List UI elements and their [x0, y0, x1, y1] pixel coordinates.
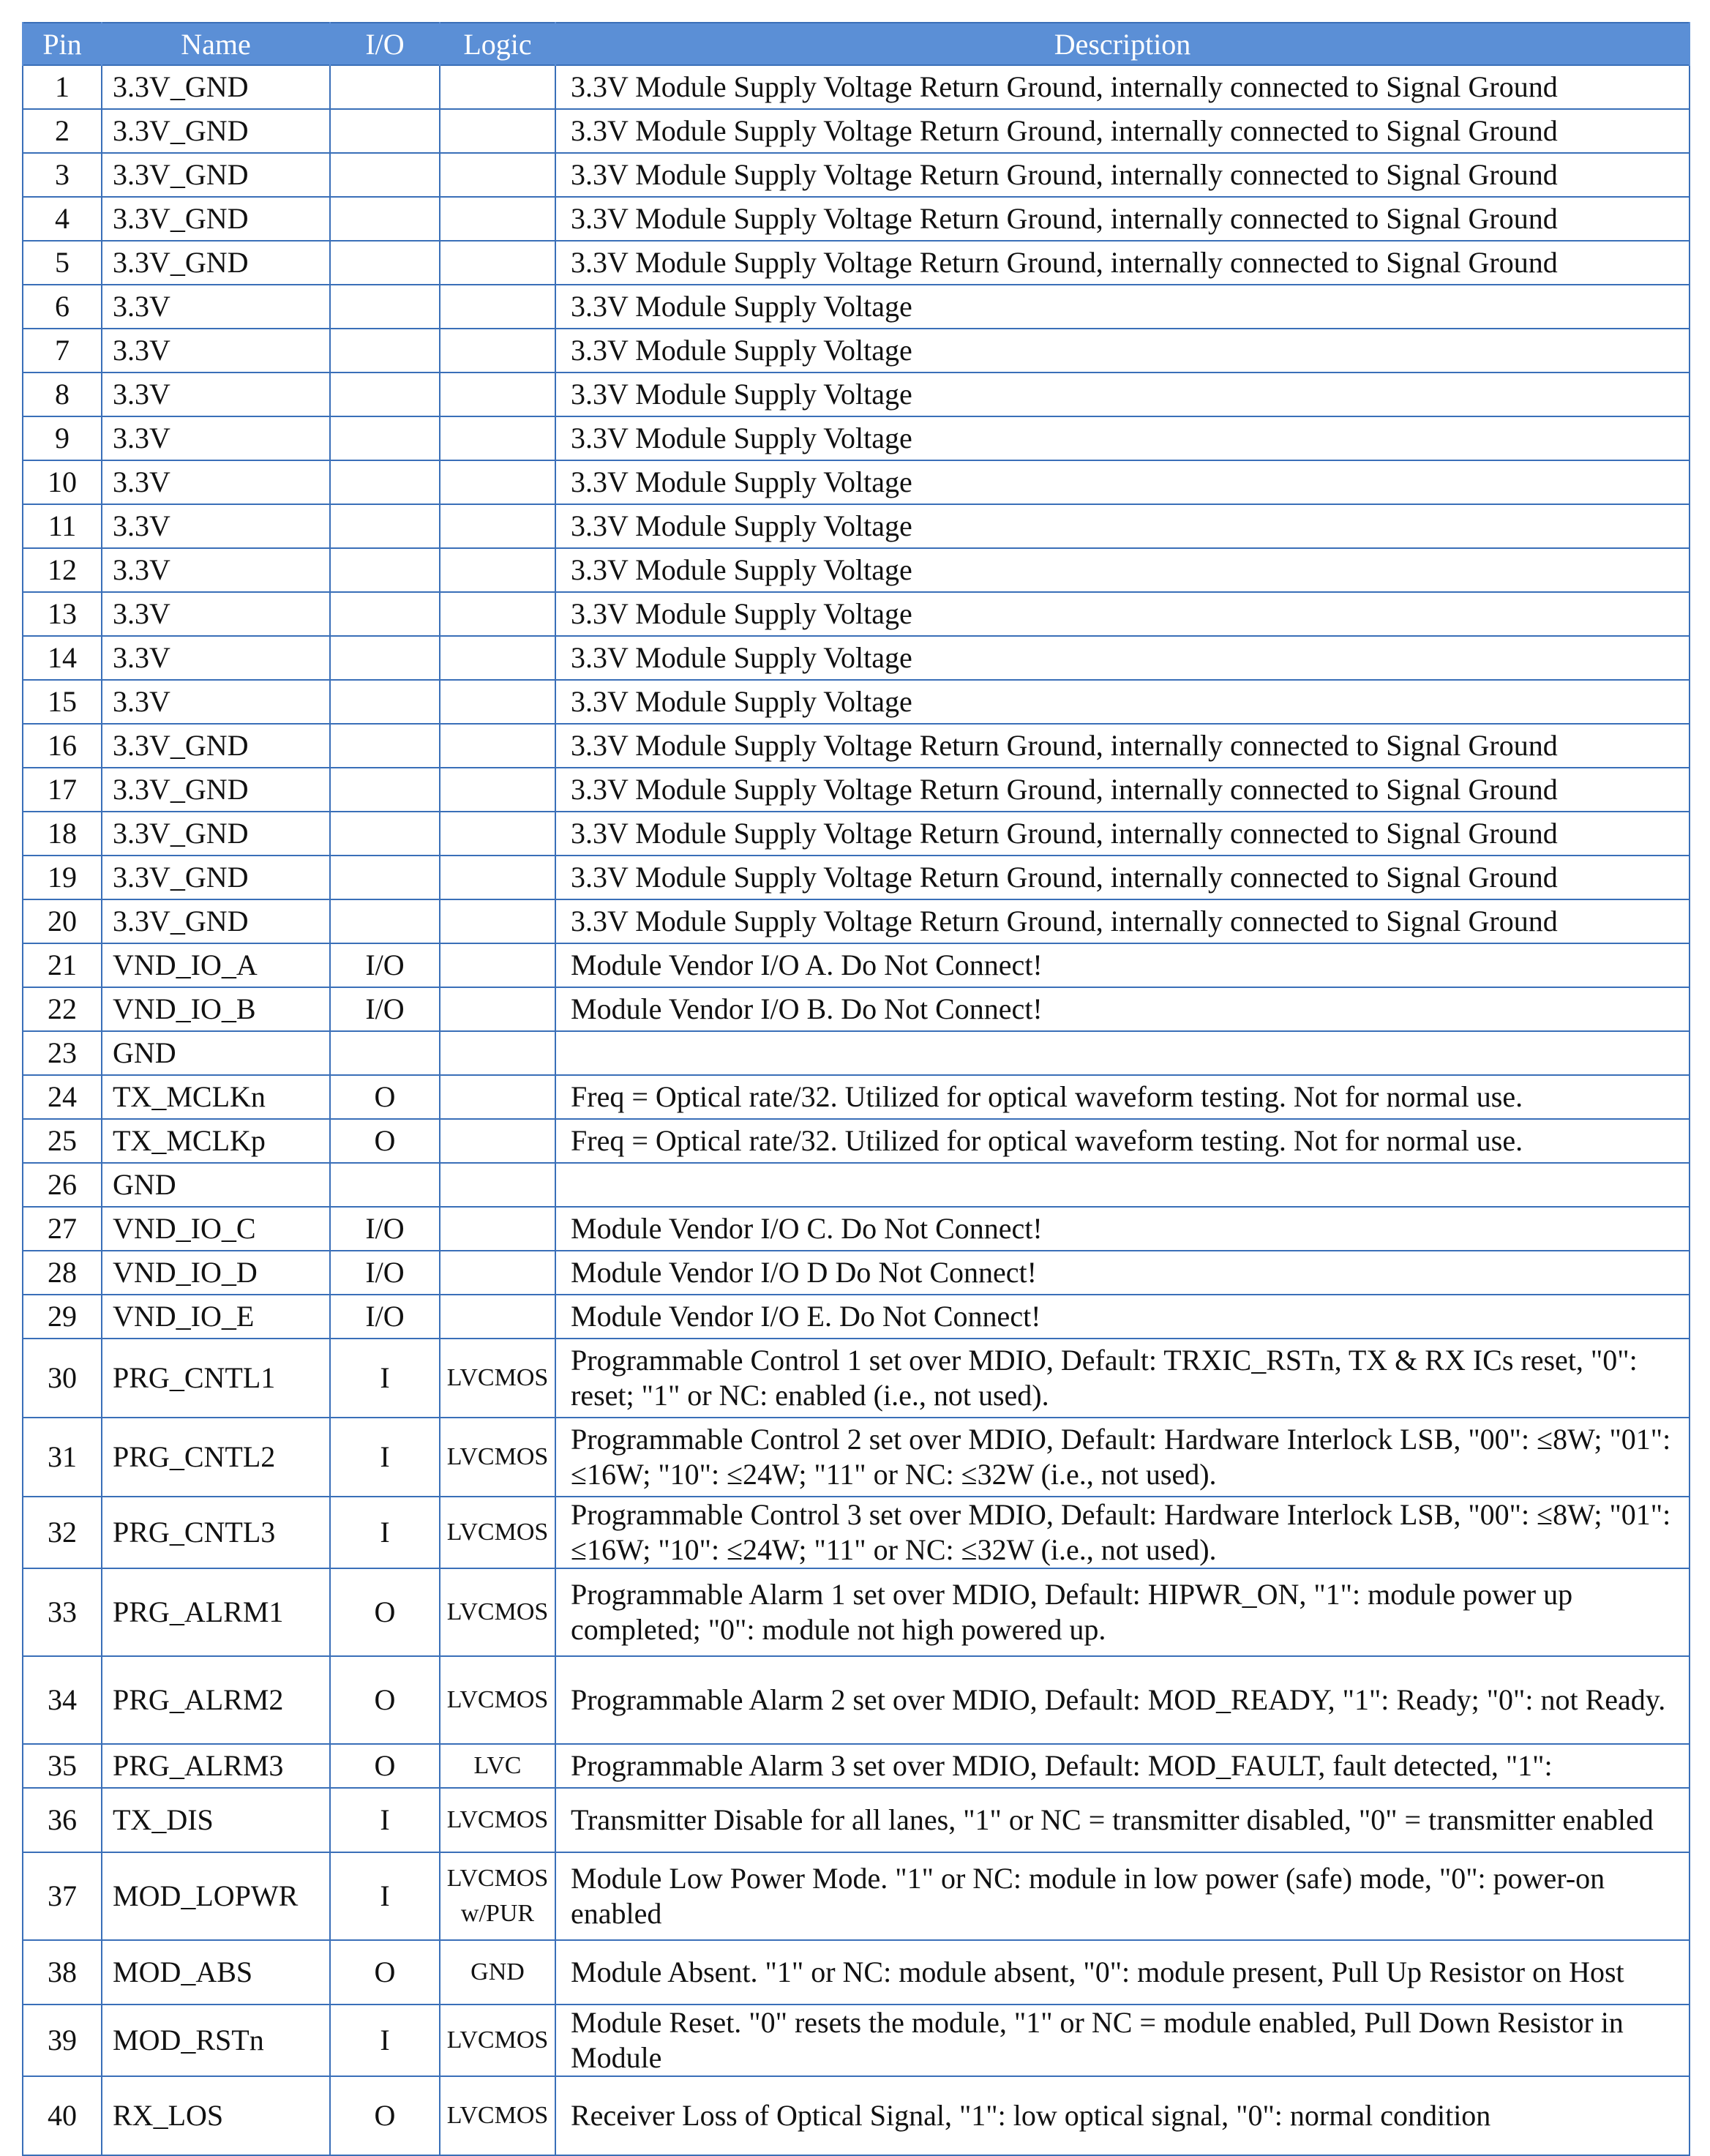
description-cell: 3.3V Module Supply Voltage [555, 680, 1690, 724]
name-cell: 3.3V_GND [102, 153, 330, 197]
table-row [23, 680, 1690, 724]
name-cell: 3.3V [102, 285, 330, 329]
name-cell: 3.3V_GND [102, 197, 330, 241]
table-row [23, 987, 1690, 1031]
pin-cell: 30 [23, 1339, 102, 1418]
io-cell [330, 1031, 440, 1075]
logic-cell: LVCMOS [440, 1497, 555, 1568]
name-cell: GND [102, 1031, 330, 1075]
description-cell: 3.3V Module Supply Voltage [555, 504, 1690, 548]
description-cell: 3.3V Module Supply Voltage Return Ground, internally connected to Signal Ground [555, 241, 1690, 285]
logic-cell [440, 1295, 555, 1339]
pin-cell: 4 [23, 197, 102, 241]
description-cell: Module Vendor I/O C. Do Not Connect! [555, 1207, 1690, 1251]
table-row [23, 1207, 1690, 1251]
pin-cell: 25 [23, 1119, 102, 1163]
pin-cell: 19 [23, 856, 102, 899]
description-cell: 3.3V Module Supply Voltage Return Ground, internally connected to Signal Ground [555, 768, 1690, 812]
logic-cell [440, 1119, 555, 1163]
logic-cell [440, 987, 555, 1031]
name-cell: TX_DIS [102, 1788, 330, 1852]
pin-cell: 8 [23, 373, 102, 416]
name-cell: GND [102, 1163, 330, 1207]
pin-cell: 28 [23, 1251, 102, 1295]
table-row [23, 768, 1690, 812]
table-row [23, 460, 1690, 504]
name-cell: 3.3V_GND [102, 109, 330, 153]
logic-cell [440, 548, 555, 592]
logic-cell [440, 153, 555, 197]
pin-cell: 23 [23, 1031, 102, 1075]
table-row [23, 373, 1690, 416]
table-row [23, 1656, 1690, 1744]
io-cell [330, 109, 440, 153]
description-cell: 3.3V Module Supply Voltage Return Ground, internally connected to Signal Ground [555, 65, 1690, 109]
description-cell: Freq = Optical rate/32. Utilized for optical waveform testing. Not for normal use. [555, 1075, 1690, 1119]
io-cell: I [330, 1852, 440, 1940]
name-cell: 3.3V [102, 373, 330, 416]
logic-cell [440, 899, 555, 943]
logic-cell [440, 1031, 555, 1075]
table-row [23, 197, 1690, 241]
logic-cell: LVCMOS [440, 2076, 555, 2155]
description-cell: 3.3V Module Supply Voltage [555, 416, 1690, 460]
table-row [23, 856, 1690, 899]
io-cell: O [330, 2076, 440, 2155]
table-row [23, 592, 1690, 636]
io-cell: I/O [330, 1295, 440, 1339]
name-cell: 3.3V [102, 329, 330, 373]
name-cell: 3.3V_GND [102, 899, 330, 943]
logic-cell [440, 65, 555, 109]
io-cell [330, 329, 440, 373]
logic-cell [440, 1075, 555, 1119]
description-cell: 3.3V Module Supply Voltage [555, 373, 1690, 416]
logic-cell [440, 856, 555, 899]
table-row [23, 65, 1690, 109]
name-cell: 3.3V [102, 548, 330, 592]
pin-cell: 38 [23, 1940, 102, 2005]
io-cell: I [330, 1418, 440, 1497]
io-cell [330, 899, 440, 943]
description-cell: Module Vendor I/O A. Do Not Connect! [555, 943, 1690, 987]
pin-table [22, 22, 1690, 2156]
logic-cell: LVCMOS [440, 1568, 555, 1656]
logic-cell [440, 812, 555, 856]
pin-cell: 13 [23, 592, 102, 636]
description-cell: Programmable Control 3 set over MDIO, Default: Hardware Interlock LSB, "00": ≤8W; "01": ≤16W; "10": ≤24W; "11" or NC: ≤32W (i.e., not used). [555, 1497, 1690, 1568]
io-cell: I/O [330, 1251, 440, 1295]
io-cell [330, 1163, 440, 1207]
logic-cell [440, 724, 555, 768]
io-cell [330, 241, 440, 285]
io-cell: I/O [330, 987, 440, 1031]
pin-cell: 6 [23, 285, 102, 329]
description-cell: 3.3V Module Supply Voltage Return Ground, internally connected to Signal Ground [555, 812, 1690, 856]
pin-cell: 11 [23, 504, 102, 548]
logic-cell [440, 197, 555, 241]
logic-cell: LVC [440, 1744, 555, 1788]
table-row [23, 1075, 1690, 1119]
table-row [23, 416, 1690, 460]
name-cell: RX_LOS [102, 2076, 330, 2155]
io-cell: O [330, 1940, 440, 2005]
io-cell: I [330, 1788, 440, 1852]
io-cell [330, 856, 440, 899]
table-row [23, 504, 1690, 548]
logic-cell: LVCMOS [440, 1339, 555, 1418]
pin-cell: 34 [23, 1656, 102, 1744]
io-cell [330, 504, 440, 548]
logic-cell [440, 329, 555, 373]
io-cell [330, 460, 440, 504]
table-row [23, 1163, 1690, 1207]
name-cell: 3.3V_GND [102, 724, 330, 768]
pin-cell: 7 [23, 329, 102, 373]
name-cell: PRG_ALRM3 [102, 1744, 330, 1788]
pin-cell: 10 [23, 460, 102, 504]
io-cell [330, 636, 440, 680]
logic-cell [440, 416, 555, 460]
io-cell [330, 724, 440, 768]
table-row [23, 1339, 1690, 1418]
description-cell: 3.3V Module Supply Voltage [555, 636, 1690, 680]
description-cell: 3.3V Module Supply Voltage Return Ground, internally connected to Signal Ground [555, 856, 1690, 899]
pin-cell: 3 [23, 153, 102, 197]
table-row [23, 1418, 1690, 1497]
table-row [23, 2005, 1690, 2076]
pin-cell: 12 [23, 548, 102, 592]
description-cell: 3.3V Module Supply Voltage Return Ground, internally connected to Signal Ground [555, 899, 1690, 943]
io-cell: I [330, 2005, 440, 2076]
name-cell: TX_MCLKp [102, 1119, 330, 1163]
table-row [23, 2076, 1690, 2155]
table-row [23, 1119, 1690, 1163]
name-cell: 3.3V_GND [102, 812, 330, 856]
description-cell: Programmable Alarm 1 set over MDIO, Default: HIPWR_ON, "1": module power up completed; "0": module not high powered up. [555, 1568, 1690, 1656]
pin-cell: 15 [23, 680, 102, 724]
logic-cell [440, 768, 555, 812]
name-cell: MOD_LOPWR [102, 1852, 330, 1940]
description-cell: Module Absent. "1" or NC: module absent, "0": module present, Pull Up Resistor on Host [555, 1940, 1690, 2005]
description-cell: 3.3V Module Supply Voltage Return Ground, internally connected to Signal Ground [555, 109, 1690, 153]
table-row [23, 1568, 1690, 1656]
description-cell: Module Vendor I/O E. Do Not Connect! [555, 1295, 1690, 1339]
pin-cell: 18 [23, 812, 102, 856]
io-cell: O [330, 1744, 440, 1788]
name-cell: 3.3V [102, 460, 330, 504]
io-cell [330, 592, 440, 636]
logic-cell: LVCMOS [440, 2005, 555, 2076]
pin-cell: 39 [23, 2005, 102, 2076]
table-body [23, 65, 1690, 2155]
logic-cell [440, 1163, 555, 1207]
table-row [23, 636, 1690, 680]
io-cell [330, 65, 440, 109]
logic-cell [440, 460, 555, 504]
table-row [23, 1852, 1690, 1940]
logic-cell: LVCMOS [440, 1788, 555, 1852]
io-cell: I [330, 1339, 440, 1418]
name-cell: MOD_ABS [102, 1940, 330, 2005]
description-cell: Programmable Control 1 set over MDIO, Default: TRXIC_RSTn, TX & RX ICs reset, "0": reset; "1" or NC: enabled (i.e., not used). [555, 1339, 1690, 1418]
description-cell: Module Reset. "0" resets the module, "1" or NC = module enabled, Pull Down Resistor in Module [555, 2005, 1690, 2076]
io-cell: O [330, 1568, 440, 1656]
description-cell: 3.3V Module Supply Voltage [555, 329, 1690, 373]
pin-cell: 37 [23, 1852, 102, 1940]
table-row [23, 1744, 1690, 1788]
pin-cell: 33 [23, 1568, 102, 1656]
name-cell: PRG_ALRM1 [102, 1568, 330, 1656]
name-cell: PRG_CNTL3 [102, 1497, 330, 1568]
table-row [23, 548, 1690, 592]
description-cell: Module Vendor I/O D Do Not Connect! [555, 1251, 1690, 1295]
io-cell [330, 416, 440, 460]
description-cell: Module Low Power Mode. "1" or NC: module in low power (safe) mode, "0": power-on enabled [555, 1852, 1690, 1940]
name-cell: 3.3V [102, 680, 330, 724]
logic-cell: LVCMOS [440, 1656, 555, 1744]
logic-cell [440, 636, 555, 680]
pin-cell: 14 [23, 636, 102, 680]
name-cell: VND_IO_B [102, 987, 330, 1031]
name-cell: 3.3V_GND [102, 768, 330, 812]
io-cell [330, 680, 440, 724]
pin-cell: 31 [23, 1418, 102, 1497]
table-row [23, 1788, 1690, 1852]
logic-cell: GND [440, 1940, 555, 2005]
header-logic: Logic [440, 23, 555, 65]
pin-cell: 24 [23, 1075, 102, 1119]
header-description: Description [555, 23, 1690, 65]
description-cell [555, 1031, 1690, 1075]
description-cell: Transmitter Disable for all lanes, "1" or NC = transmitter disabled, "0" = transmitter enabled [555, 1788, 1690, 1852]
pin-cell: 40 [23, 2076, 102, 2155]
description-cell: 3.3V Module Supply Voltage [555, 285, 1690, 329]
logic-cell [440, 109, 555, 153]
logic-cell [440, 680, 555, 724]
table-row [23, 1940, 1690, 2005]
name-cell: VND_IO_C [102, 1207, 330, 1251]
pin-cell: 20 [23, 899, 102, 943]
header-pin: Pin [23, 23, 102, 65]
io-cell: O [330, 1075, 440, 1119]
description-cell: 3.3V Module Supply Voltage [555, 460, 1690, 504]
io-cell: O [330, 1656, 440, 1744]
name-cell: 3.3V [102, 636, 330, 680]
logic-cell [440, 1251, 555, 1295]
pin-cell: 26 [23, 1163, 102, 1207]
pin-cell: 21 [23, 943, 102, 987]
io-cell: I [330, 1497, 440, 1568]
name-cell: MOD_RSTn [102, 2005, 330, 2076]
description-cell [555, 1163, 1690, 1207]
table-row [23, 1031, 1690, 1075]
table-row [23, 1497, 1690, 1568]
name-cell: 3.3V_GND [102, 65, 330, 109]
pin-cell: 1 [23, 65, 102, 109]
name-cell: VND_IO_E [102, 1295, 330, 1339]
logic-cell [440, 373, 555, 416]
table-row [23, 109, 1690, 153]
description-cell: 3.3V Module Supply Voltage Return Ground, internally connected to Signal Ground [555, 197, 1690, 241]
logic-cell [440, 592, 555, 636]
description-cell: 3.3V Module Supply Voltage [555, 548, 1690, 592]
io-cell [330, 548, 440, 592]
name-cell: 3.3V [102, 504, 330, 548]
description-cell: 3.3V Module Supply Voltage Return Ground, internally connected to Signal Ground [555, 724, 1690, 768]
io-cell: O [330, 1119, 440, 1163]
io-cell [330, 285, 440, 329]
pin-cell: 17 [23, 768, 102, 812]
header-row [23, 23, 1690, 65]
pin-cell: 29 [23, 1295, 102, 1339]
table-row [23, 153, 1690, 197]
name-cell: PRG_ALRM2 [102, 1656, 330, 1744]
table-row [23, 285, 1690, 329]
logic-cell [440, 241, 555, 285]
description-cell: 3.3V Module Supply Voltage [555, 592, 1690, 636]
name-cell: 3.3V [102, 416, 330, 460]
description-cell: Freq = Optical rate/32. Utilized for optical waveform testing. Not for normal use. [555, 1119, 1690, 1163]
logic-cell [440, 285, 555, 329]
table-row [23, 329, 1690, 373]
pin-cell: 36 [23, 1788, 102, 1852]
name-cell: 3.3V [102, 592, 330, 636]
name-cell: PRG_CNTL1 [102, 1339, 330, 1418]
io-cell: I/O [330, 1207, 440, 1251]
name-cell: 3.3V_GND [102, 241, 330, 285]
table-row [23, 899, 1690, 943]
pin-cell: 35 [23, 1744, 102, 1788]
description-cell: 3.3V Module Supply Voltage Return Ground, internally connected to Signal Ground [555, 153, 1690, 197]
pin-cell: 27 [23, 1207, 102, 1251]
description-cell: Programmable Alarm 3 set over MDIO, Default: MOD_FAULT, fault detected, "1": [555, 1744, 1690, 1788]
pin-cell: 16 [23, 724, 102, 768]
logic-cell: LVCMOS w/PUR [440, 1852, 555, 1940]
name-cell: TX_MCLKn [102, 1075, 330, 1119]
table-row [23, 1251, 1690, 1295]
name-cell: VND_IO_D [102, 1251, 330, 1295]
pin-cell: 9 [23, 416, 102, 460]
name-cell: 3.3V_GND [102, 856, 330, 899]
description-cell: Receiver Loss of Optical Signal, "1": low optical signal, "0": normal condition [555, 2076, 1690, 2155]
table-row [23, 1295, 1690, 1339]
table-row [23, 241, 1690, 285]
table-row [23, 812, 1690, 856]
pin-cell: 22 [23, 987, 102, 1031]
header-io: I/O [330, 23, 440, 65]
header-name: Name [102, 23, 330, 65]
logic-cell [440, 943, 555, 987]
pin-cell: 5 [23, 241, 102, 285]
io-cell [330, 197, 440, 241]
pin-cell: 2 [23, 109, 102, 153]
io-cell [330, 153, 440, 197]
description-cell: Programmable Control 2 set over MDIO, Default: Hardware Interlock LSB, "00": ≤8W; "01": ≤16W; "10": ≤24W; "11" or NC: ≤32W (i.e., not used). [555, 1418, 1690, 1497]
io-cell: I/O [330, 943, 440, 987]
io-cell [330, 373, 440, 416]
table-row [23, 943, 1690, 987]
io-cell [330, 768, 440, 812]
pin-cell: 32 [23, 1497, 102, 1568]
logic-cell [440, 504, 555, 548]
logic-cell [440, 1207, 555, 1251]
logic-cell: LVCMOS [440, 1418, 555, 1497]
table-row [23, 724, 1690, 768]
io-cell [330, 812, 440, 856]
name-cell: PRG_CNTL2 [102, 1418, 330, 1497]
description-cell: Programmable Alarm 2 set over MDIO, Default: MOD_READY, "1": Ready; "0": not Ready. [555, 1656, 1690, 1744]
name-cell: VND_IO_A [102, 943, 330, 987]
description-cell: Module Vendor I/O B. Do Not Connect! [555, 987, 1690, 1031]
